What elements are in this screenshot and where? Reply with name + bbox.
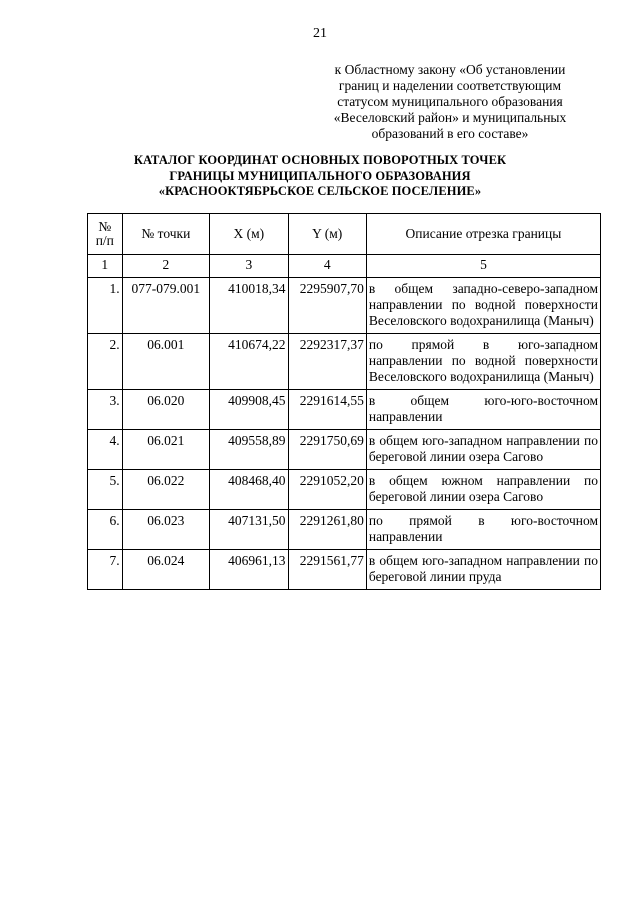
annex-line: статусом муниципального образования	[337, 94, 563, 109]
row-index: 6.	[88, 510, 123, 550]
segment-description: в общем юго-юго-восточном направлении	[366, 390, 600, 430]
annex-line: границ и наделении соответствующим	[338, 78, 562, 93]
segment-description: в общем юго-западном направлении по береговой линии озера Сагово	[366, 430, 600, 470]
column-number: 5	[366, 255, 600, 278]
point-id: 06.023	[122, 510, 210, 550]
table-row	[88, 550, 601, 590]
header-index-symbol: №	[98, 219, 112, 234]
y-coordinate: 2291561,77	[288, 550, 366, 590]
y-coordinate: 2295907,70	[288, 278, 366, 334]
point-id: 06.024	[122, 550, 210, 590]
coordinates-table	[87, 213, 601, 590]
title-line: ГРАНИЦЫ МУНИЦИПАЛЬНОГО ОБРАЗОВАНИЯ	[169, 168, 471, 183]
x-coordinate: 406961,13	[210, 550, 288, 590]
x-coordinate: 410674,22	[210, 334, 288, 390]
table-row	[88, 510, 601, 550]
header-description: Описание отрезка границы	[366, 214, 600, 255]
column-number: 2	[122, 255, 210, 278]
point-id: 06.022	[122, 470, 210, 510]
x-coordinate: 409558,89	[210, 430, 288, 470]
title-line: «КРАСНООКТЯБРЬСКОЕ СЕЛЬСКОЕ ПОСЕЛЕНИЕ»	[158, 184, 482, 198]
x-coordinate: 410018,34	[210, 278, 288, 334]
table-row	[88, 430, 601, 470]
annex-line: «Веселовский район» и муниципальных	[333, 110, 567, 125]
point-id: 06.020	[122, 390, 210, 430]
point-id: 06.021	[122, 430, 210, 470]
column-number-row	[88, 255, 601, 278]
page-number: 21	[313, 26, 327, 41]
column-number: 3	[210, 255, 288, 278]
title-line: КАТАЛОГ КООРДИНАТ ОСНОВНЫХ ПОВОРОТНЫХ ТОЧЕК	[133, 153, 507, 167]
y-coordinate: 2291614,55	[288, 390, 366, 430]
catalog-title	[0, 153, 640, 200]
row-index: 3.	[88, 390, 123, 430]
annex-line: к Областному закону «Об установлении	[334, 62, 566, 77]
row-index: 5.	[88, 470, 123, 510]
y-coordinate: 2291052,20	[288, 470, 366, 510]
segment-description: в общем юго-западном направлении по береговой линии пруда	[366, 550, 600, 590]
table-header-row	[88, 214, 601, 255]
point-id: 06.001	[122, 334, 210, 390]
row-index: 7.	[88, 550, 123, 590]
row-index: 2.	[88, 334, 123, 390]
segment-description: по прямой в юго-западном направлении по водной поверхности Веселовского водохранилища (Маныч)	[366, 334, 600, 390]
y-coordinate: 2291261,80	[288, 510, 366, 550]
header-x: X (м)	[210, 214, 288, 255]
y-coordinate: 2291750,69	[288, 430, 366, 470]
x-coordinate: 409908,45	[210, 390, 288, 430]
header-point: № точки	[122, 214, 210, 255]
x-coordinate: 407131,50	[210, 510, 288, 550]
row-index: 4.	[88, 430, 123, 470]
point-id: 077-079.001	[122, 278, 210, 334]
column-number: 4	[288, 255, 366, 278]
segment-description: по прямой в юго-восточном направлении	[366, 510, 600, 550]
row-index: 1.	[88, 278, 123, 334]
header-index	[88, 214, 123, 255]
table-row	[88, 278, 601, 334]
column-number: 1	[88, 255, 123, 278]
table-row	[88, 334, 601, 390]
table-row	[88, 390, 601, 430]
segment-description: в общем южном направлении по береговой линии озера Сагово	[366, 470, 600, 510]
x-coordinate: 408468,40	[210, 470, 288, 510]
annex-reference	[308, 62, 592, 142]
header-index-abbr: п/п	[95, 233, 114, 248]
segment-description: в общем западно-северо-западном направлении по водной поверхности Веселовского водохранилища (Маныч)	[366, 278, 600, 334]
header-y: Y (м)	[288, 214, 366, 255]
annex-line: образований в его составе»	[371, 126, 529, 141]
table-row	[88, 470, 601, 510]
y-coordinate: 2292317,37	[288, 334, 366, 390]
